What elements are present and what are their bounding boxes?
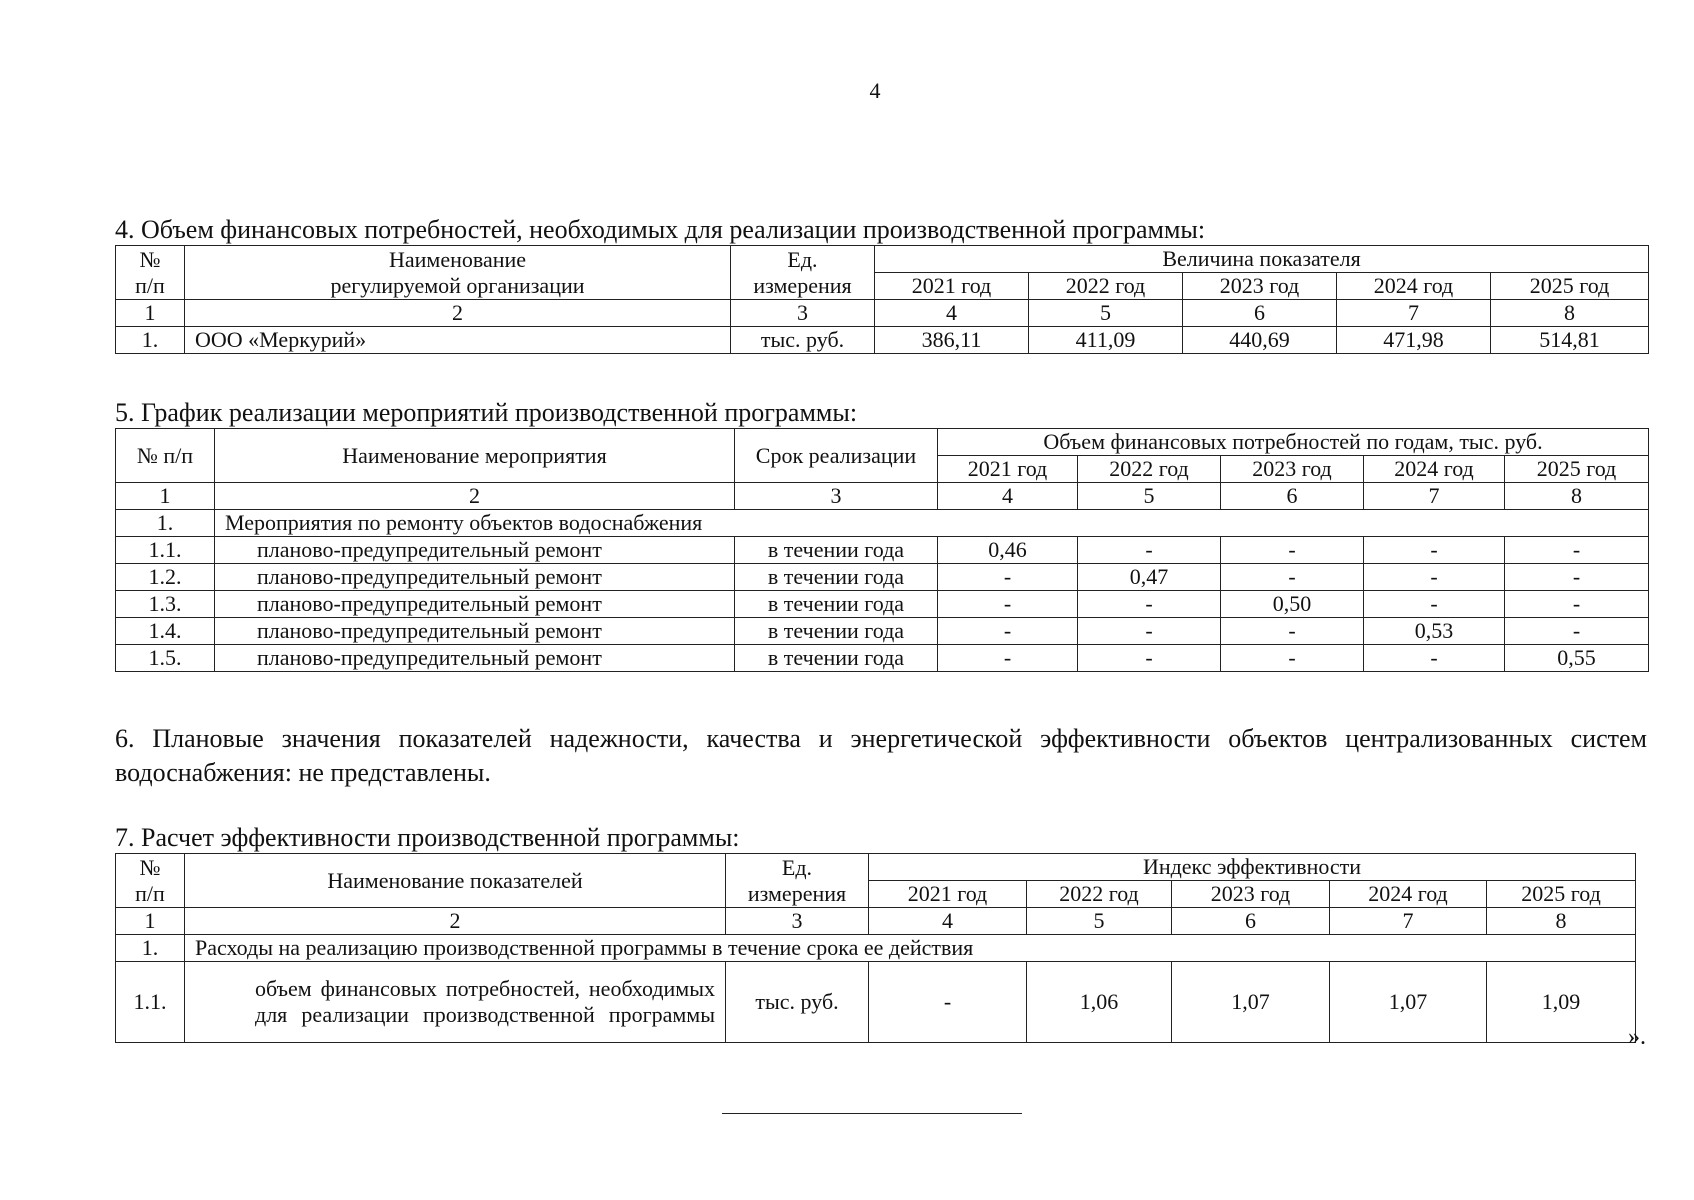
group-row: 1. Расходы на реализацию производственной программы в течение срока ее действия	[116, 935, 1636, 962]
header-year: 2025 год	[1491, 273, 1649, 300]
table-row: 1.2. планово-предупредительный ремонт в течении года - 0,47 - - -	[116, 564, 1649, 591]
section-6-text: 6. Плановые значения показателей надежности, качества и энергетической эффективности объектов централизованных систем водоснабжения: не представлены.	[115, 724, 1647, 787]
header-org-name: Наименование регулируемой организации	[185, 246, 731, 300]
header-year: 2023 год	[1172, 881, 1330, 908]
header-financial-needs: Объем финансовых потребностей по годам, тыс. руб.	[938, 429, 1649, 456]
header-year: 2021 год	[938, 456, 1078, 483]
page-number: 4	[869, 78, 881, 103]
header-efficiency-index: Индекс эффективности	[869, 854, 1636, 881]
header-indicator-value: Величина показателя	[875, 246, 1649, 273]
table-row: 1.3. планово-предупредительный ремонт в течении года - - 0,50 - -	[116, 591, 1649, 618]
column-number-row: 1 2 3 4 5 6 7 8	[116, 483, 1649, 510]
header-num: № п/п	[116, 246, 185, 300]
table-row: 1.1. планово-предупредительный ремонт в течении года 0,46 - - - -	[116, 537, 1649, 564]
org-name: ООО «Меркурий»	[185, 327, 731, 354]
header-year: 2023 год	[1221, 456, 1364, 483]
header-unit: Ед. измерения	[726, 854, 869, 908]
header-year: 2022 год	[1027, 881, 1172, 908]
header-year: 2021 год	[869, 881, 1027, 908]
column-number-row: 1 2 3 4 5 6 7 8	[116, 300, 1649, 327]
efficiency-table	[115, 853, 1636, 1043]
header-num: № п/п	[116, 854, 185, 908]
header-year: 2023 год	[1183, 273, 1337, 300]
table-row: 1.1. объем финансовых потребностей, необходимых для реализации производственной программы тыс. руб. - 1,06 1,07 1,07 1,09	[116, 962, 1636, 1043]
schedule-table	[115, 428, 1649, 672]
header-year: 2024 год	[1337, 273, 1491, 300]
closing-quote: ».	[1628, 1024, 1646, 1050]
section-5-title: 5. График реализации мероприятий производственной программы:	[115, 398, 858, 427]
group-row: 1. Мероприятия по ремонту объектов водоснабжения	[116, 510, 1649, 537]
header-year: 2025 год	[1487, 881, 1636, 908]
column-number-row: 1 2 3 4 5 6 7 8	[116, 908, 1636, 935]
header-year: 2024 год	[1364, 456, 1505, 483]
section-7-title: 7. Расчет эффективности производственной программы:	[115, 823, 740, 852]
section-4-title: 4. Объем финансовых потребностей, необходимых для реализации производственной программы:	[115, 215, 1206, 244]
financial-needs-table	[115, 245, 1649, 354]
header-year: 2022 год	[1078, 456, 1221, 483]
header-year: 2021 год	[875, 273, 1029, 300]
header-term: Срок реализации	[735, 429, 938, 483]
table-row: 1.5. планово-предупредительный ремонт в течении года - - - - 0,55	[116, 645, 1649, 672]
table-row: 1. ООО «Меркурий» тыс. руб. 386,11 411,09 440,69 471,98 514,81	[116, 327, 1649, 354]
header-year: 2022 год	[1029, 273, 1183, 300]
header-indicator-name: Наименование показателей	[185, 854, 726, 908]
header-num: № п/п	[116, 429, 215, 483]
header-year: 2025 год	[1505, 456, 1649, 483]
end-rule	[722, 1113, 1022, 1114]
table-row: 1.4. планово-предупредительный ремонт в течении года - - - 0,53 -	[116, 618, 1649, 645]
header-year: 2024 год	[1330, 881, 1487, 908]
header-unit: Ед. измерения	[731, 246, 875, 300]
indicator-name: объем финансовых потребностей, необходимых для реализации производственной программы	[185, 962, 726, 1043]
header-activity-name: Наименование мероприятия	[215, 429, 735, 483]
